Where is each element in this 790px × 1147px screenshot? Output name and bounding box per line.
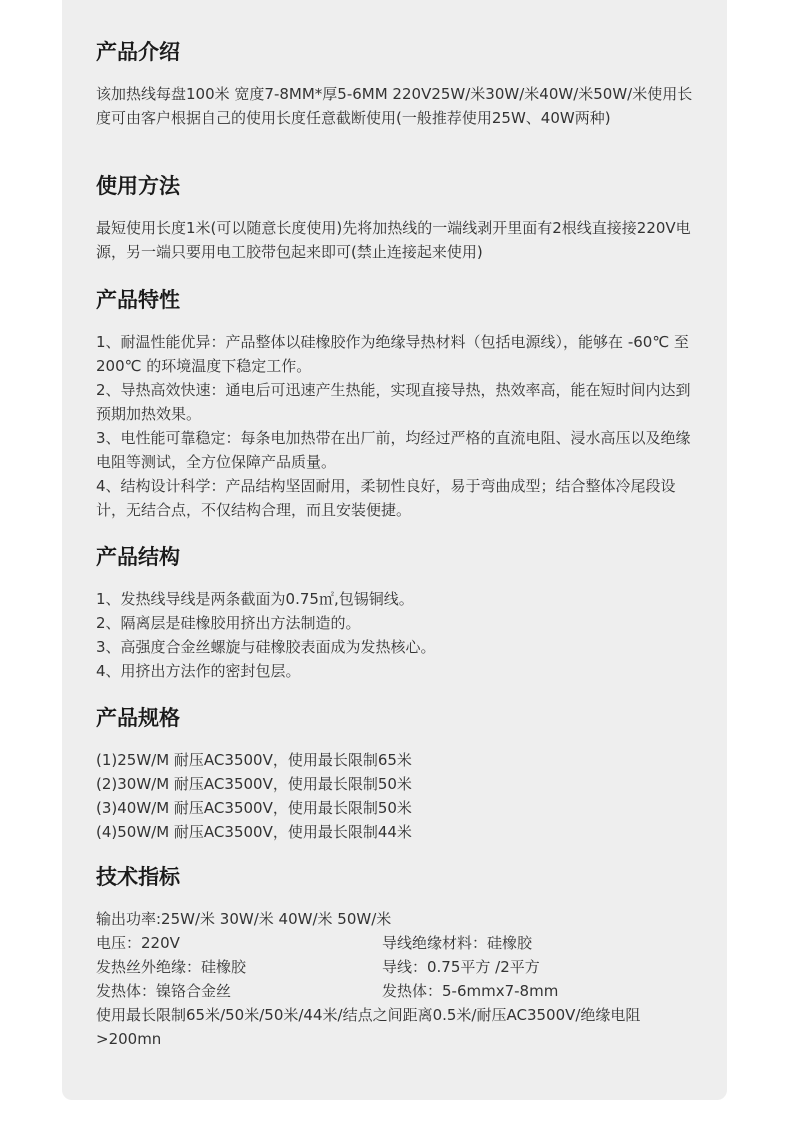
list-item: 2、导热高效快速：通电后可迅速产生热能，实现直接导热，热效率高，能在短时间内达到预期加热效果。 <box>96 381 691 423</box>
tech-lead-insulation: 导线绝缘材料：硅橡胶 <box>382 934 533 952</box>
tech-heater-size: 发热体：5-6mmx7-8mm <box>382 982 559 1000</box>
list-item: (1)25W/M 耐压AC3500V，使用最长限制65米 <box>96 751 412 769</box>
list-item: 1、耐温性能优异：产品整体以硅橡胶作为绝缘导热材料（包括电源线），能够在 -60℃ 至 200℃ 的环境温度下稳定工作。 <box>96 333 694 375</box>
list-item: 3、电性能可靠稳定：每条电加热带在出厂前，均经过严格的直流电阻、浸水高压以及绝缘电阻等测试，全方位保障产品质量。 <box>96 429 691 471</box>
list-item: 3、高强度合金丝螺旋与硅橡胶表面成为发热核心。 <box>96 638 436 656</box>
section-specs <box>96 704 696 844</box>
list-item: (4)50W/M 耐压AC3500V，使用最长限制44米 <box>96 823 412 841</box>
spec-row <box>96 931 696 955</box>
list-item: (2)30W/M 耐压AC3500V，使用最长限制50米 <box>96 775 412 793</box>
section-heading: 产品介绍 <box>96 40 180 64</box>
section-structure <box>96 543 696 683</box>
section-usage <box>96 172 696 264</box>
tech-limits: 使用最长限制65米/50米/50米/44米/结点之间距离0.5米/耐压AC3500V/绝缘电阻>200mn <box>96 1006 641 1048</box>
tech-voltage: 电压：220V <box>96 934 180 952</box>
section-features <box>96 286 696 522</box>
section-heading: 产品结构 <box>96 545 180 569</box>
section-heading: 使用方法 <box>96 174 180 198</box>
list-item: 1、发热线导线是两条截面为0.75㎡,包锡铜线。 <box>96 590 414 608</box>
intro-text: 该加热线每盘100米 宽度7-8MM*厚5-6MM 220V25W/米30W/米40W/米50W/米使用长度可由客户根据自己的使用长度任意截断使用(一般推荐使用25W、40W两种) <box>96 85 693 127</box>
tech-heater: 发热体：镍铬合金丝 <box>96 982 232 1000</box>
tech-lead: 导线：0.75平方 /2平方 <box>382 958 540 976</box>
list-item: 2、隔离层是硅橡胶用挤出方法制造的。 <box>96 614 361 632</box>
section-intro <box>96 38 696 130</box>
tech-power: 输出功率:25W/米 30W/米 40W/米 50W/米 <box>96 910 392 928</box>
section-heading: 产品特性 <box>96 288 180 312</box>
list-item: 4、用挤出方法作的密封包层。 <box>96 662 301 680</box>
section-tech <box>96 863 696 1051</box>
list-item: (3)40W/M 耐压AC3500V，使用最长限制50米 <box>96 799 412 817</box>
product-detail-card <box>62 0 727 1100</box>
section-heading: 产品规格 <box>96 706 180 730</box>
usage-text: 最短使用长度1米(可以随意长度使用)先将加热线的一端线剥开里面有2根线直接接220V电源，另一端只要用电工胶带包起来即可(禁止连接起来使用) <box>96 219 691 261</box>
spec-row <box>96 979 696 1003</box>
list-item: 4、结构设计科学：产品结构坚固耐用，柔韧性良好，易于弯曲成型；结合整体冷尾段设计，无结合点，不仅结构合理，而且安装便捷。 <box>96 477 676 519</box>
spec-row <box>96 955 696 979</box>
tech-outer-insulation: 发热丝外绝缘：硅橡胶 <box>96 958 247 976</box>
section-heading: 技术指标 <box>96 865 180 889</box>
